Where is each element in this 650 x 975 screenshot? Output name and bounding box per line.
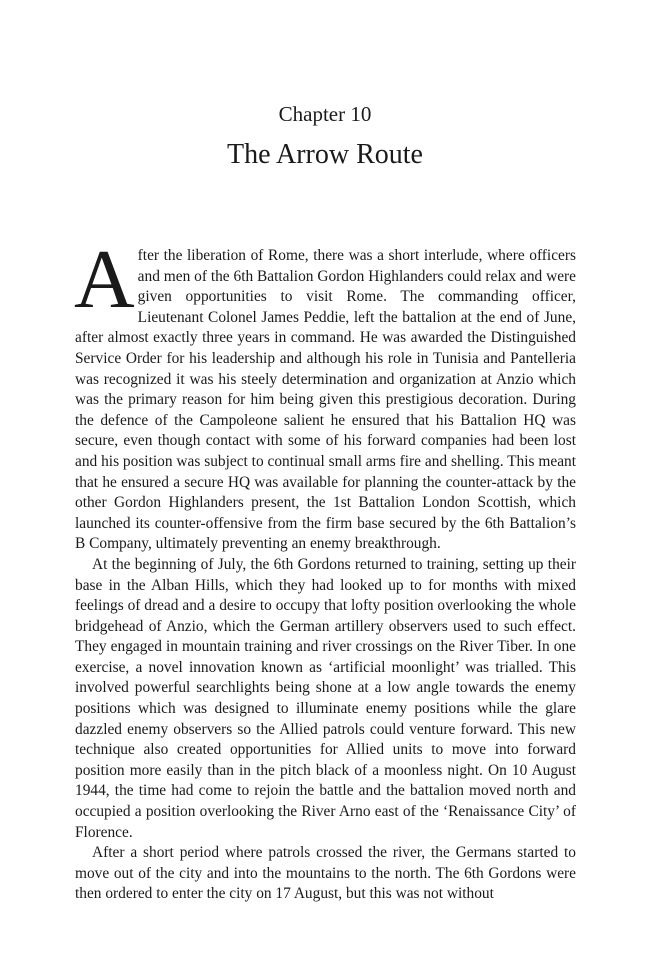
- chapter-number: Chapter 10: [278, 102, 372, 126]
- paragraph-3: After a short period where patrols crossed the river, the Germans started to move out of the city and into the mountains to the north. The 6th Gordons were then ordered to enter the city on 17 August, but this was not without: [75, 844, 576, 903]
- paragraph-2: At the beginning of July, the 6th Gordons returned to training, setting up their base in the Alban Hills, which they had looked up to for months with mixed feelings of dread and a desire to occupy that lofty position overlooking the whole bridgehead of Anzio, which the German artillery observers used to such effect. They engaged in mountain training and river crossings on the River Tiber. In one exercise, a novel innovation known as ‘artificial moonlight’ was trialled. This involved powerful searchlights being shone at a low angle towards the enemy positions which was designed to illuminate enemy positions while the glare dazzled enemy observers so the Allied patrols could venture forward. This new technique also created opportunities for Allied units to move into forward position more easily than in the pitch black of a moonless night. On 10 August 1944, the time had come to rejoin the battle and the battalion moved north and occupied a position overlooking the River Arno east of the ‘Renaissance City’ of Florence.: [75, 555, 576, 841]
- paragraph-1: [74, 233, 576, 555]
- chapter-title: The Arrow Route: [227, 139, 423, 170]
- chapter-body: [74, 233, 576, 905]
- drop-cap: A: [74, 233, 135, 326]
- paragraph-1-text: fter the liberation of Rome, there was a short interlude, where officers and men of the 6th Battalion Gordon Highlanders could relax and were given opportunities to visit Rome. The commanding officer, Lieutenant Colonel James Peddie, left the battalion at the end of June, after almost exactly three years in command. He was awarded the Distinguished Service Order for his leadership and although his role in Tunisia and Pantelleria was recognized it was his steely determination and organization at Anzio which was the primary reason for him being given this prestigious decoration. During the defence of the Campoleone salient he ensured that his Battalion HQ was secure, even though contact with some of his forward companies had been lost and his position was subject to continual small arms fire and shelling. This meant that he ensured a secure HQ was available for planning the counter-attack by the other Gordon Highlanders present, the 1st Battalion London Scottish, which launched its counter-offensive from the firm base secured by the 6th Battalion’s B Company, ultimately preventing an enemy breakthrough.: [75, 247, 576, 553]
